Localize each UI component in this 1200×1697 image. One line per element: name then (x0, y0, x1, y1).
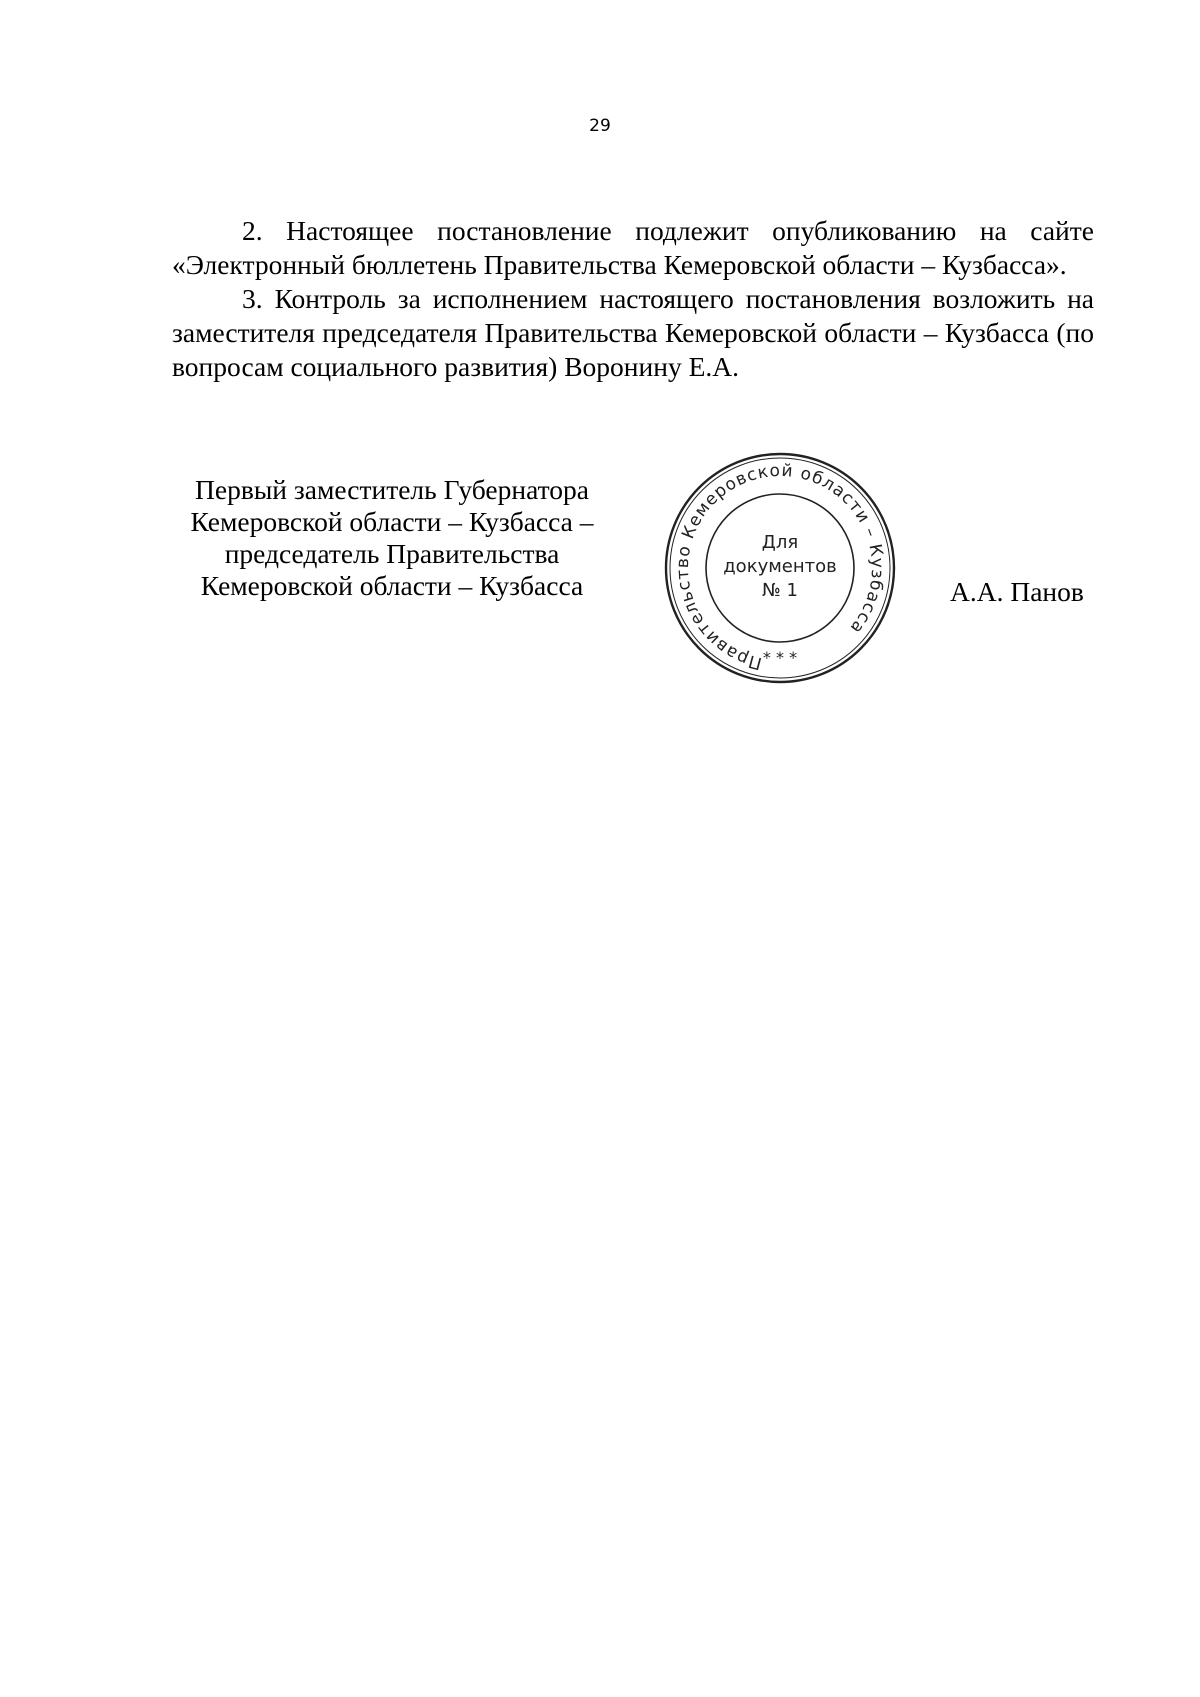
seal-center-line: Для (761, 532, 799, 553)
signatory-position-line: Кемеровской области – Кузбасса (200, 570, 584, 601)
document-body (172, 214, 1094, 384)
paragraph-control: 3. Контроль за исполнением настоящего постановления возложить на заместителя председателя Правительства Кемеровской области – Кузбасса (по вопросам социального развития) Воронину Е.А. (172, 283, 1094, 382)
official-seal-stamp (660, 448, 900, 688)
seal-center-line: № 1 (762, 580, 798, 601)
signatory-position-line: председатель Правительства (224, 538, 560, 569)
seal-stars: * * * (762, 648, 798, 667)
signatory-name: А.А. Панов (950, 576, 1084, 607)
seal-center-line: документов (723, 556, 837, 577)
signatory-position-line: Первый заместитель Губернатора (195, 474, 589, 505)
signatory-position-line: Кемеровской области – Кузбасса – (190, 506, 594, 537)
page-number: 29 (589, 116, 611, 136)
paragraph-publication: 2. Настоящее постановление подлежит опубликованию на сайте «Электронный бюллетень Правительства Кемеровской области – Кузбасса». (172, 215, 1094, 280)
seal-ring-text: Правительство Кемеровской области – Кузбасса (672, 460, 888, 674)
signatory-position (172, 474, 612, 602)
